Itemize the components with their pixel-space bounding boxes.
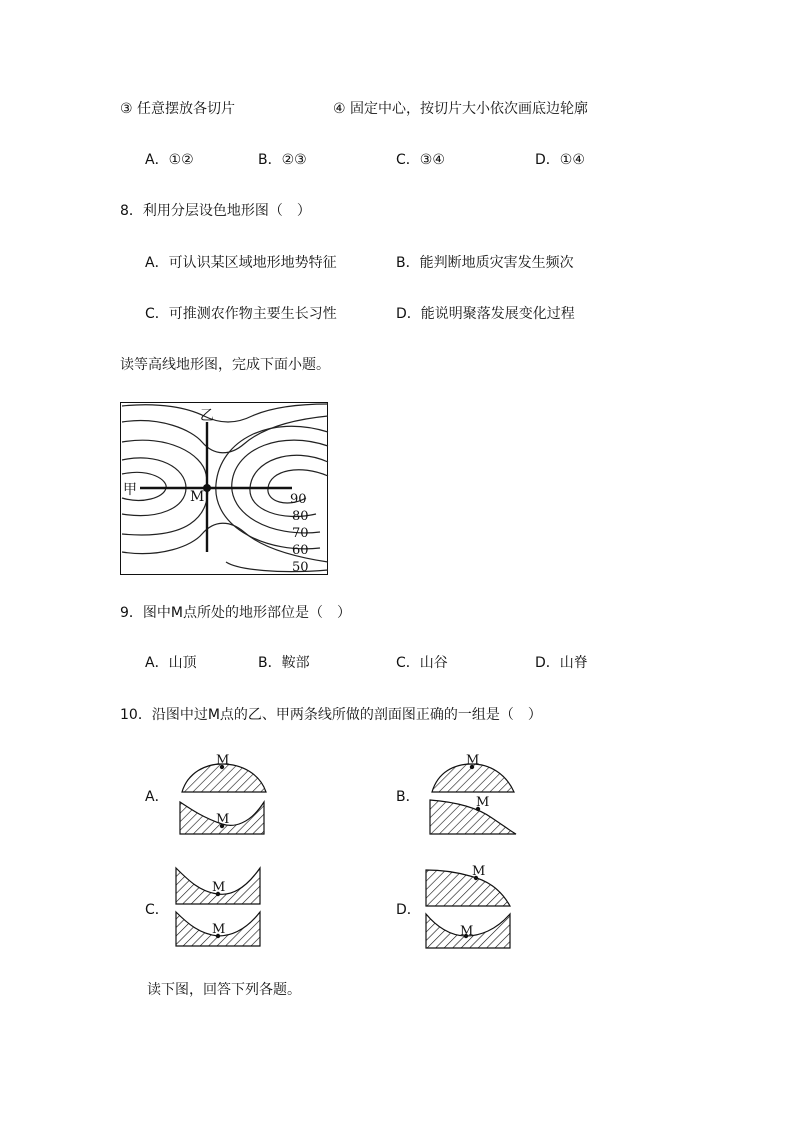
q8-option-a: A．可认识某区域地形地势特征 [145, 255, 337, 271]
option-item-3: ③ 任意摆放各切片 [120, 101, 236, 117]
profile-d-top-m: M [472, 864, 486, 879]
q7-option-b: B．②③ [258, 152, 307, 168]
contour-label-60: 60 [292, 543, 309, 558]
q10-label-d: D． [396, 902, 421, 918]
profile-c-bottom-m: M [212, 922, 226, 937]
q10-stem: 10．沿图中过M点的乙、甲两条线所做的剖面图正确的一组是（ ） [120, 707, 542, 723]
contour-label-70: 70 [292, 526, 309, 541]
contour-label-80: 80 [292, 509, 309, 524]
q7-option-c: C．③④ [396, 152, 445, 168]
q8-option-b: B．能判断地质灾害发生频次 [396, 255, 574, 271]
q9-option-d: D．山脊 [535, 655, 588, 671]
profile-c-top-m: M [212, 880, 226, 895]
q7-option-a: A．①② [145, 152, 194, 168]
map-label-jia: 甲 [123, 482, 137, 498]
profile-d-bottom-m: M [460, 924, 474, 939]
reading-intro: 读等高线地形图，完成下面小题。 [120, 357, 330, 373]
q10-label-b: B． [396, 789, 420, 805]
profile-a-bottom-m: M [216, 812, 230, 827]
contour-map [120, 402, 330, 578]
q9-option-b: B．鞍部 [258, 655, 310, 671]
q10-label-a: A． [145, 789, 169, 805]
reading-footer: 读下图，回答下列各题。 [147, 982, 301, 998]
q9-option-a: A．山顶 [145, 655, 197, 671]
q10-label-c: C． [145, 902, 169, 918]
map-label-m: M [190, 489, 205, 505]
profile-b-top-m: M [466, 753, 480, 768]
q8-option-c: C．可推测农作物主要生长习性 [145, 306, 337, 322]
profile-b-bottom-m: M [476, 795, 490, 810]
profile-a-top-m: M [216, 753, 230, 768]
option-item-4: ④ 固定中心，按切片大小依次画底边轮廓 [333, 101, 588, 117]
q9-option-c: C．山谷 [396, 655, 448, 671]
q8-option-d: D．能说明聚落发展变化过程 [396, 306, 575, 322]
q8-stem: 8．利用分层设色地形图（ ） [120, 203, 311, 219]
contour-label-50: 50 [292, 560, 309, 575]
contour-label-90: 90 [290, 492, 307, 507]
q9-stem: 9．图中M点所处的地形部位是（ ） [120, 605, 351, 621]
q7-option-d: D．①④ [535, 152, 585, 168]
profile-figures [160, 748, 530, 958]
map-label-yi: 乙 [200, 408, 214, 424]
